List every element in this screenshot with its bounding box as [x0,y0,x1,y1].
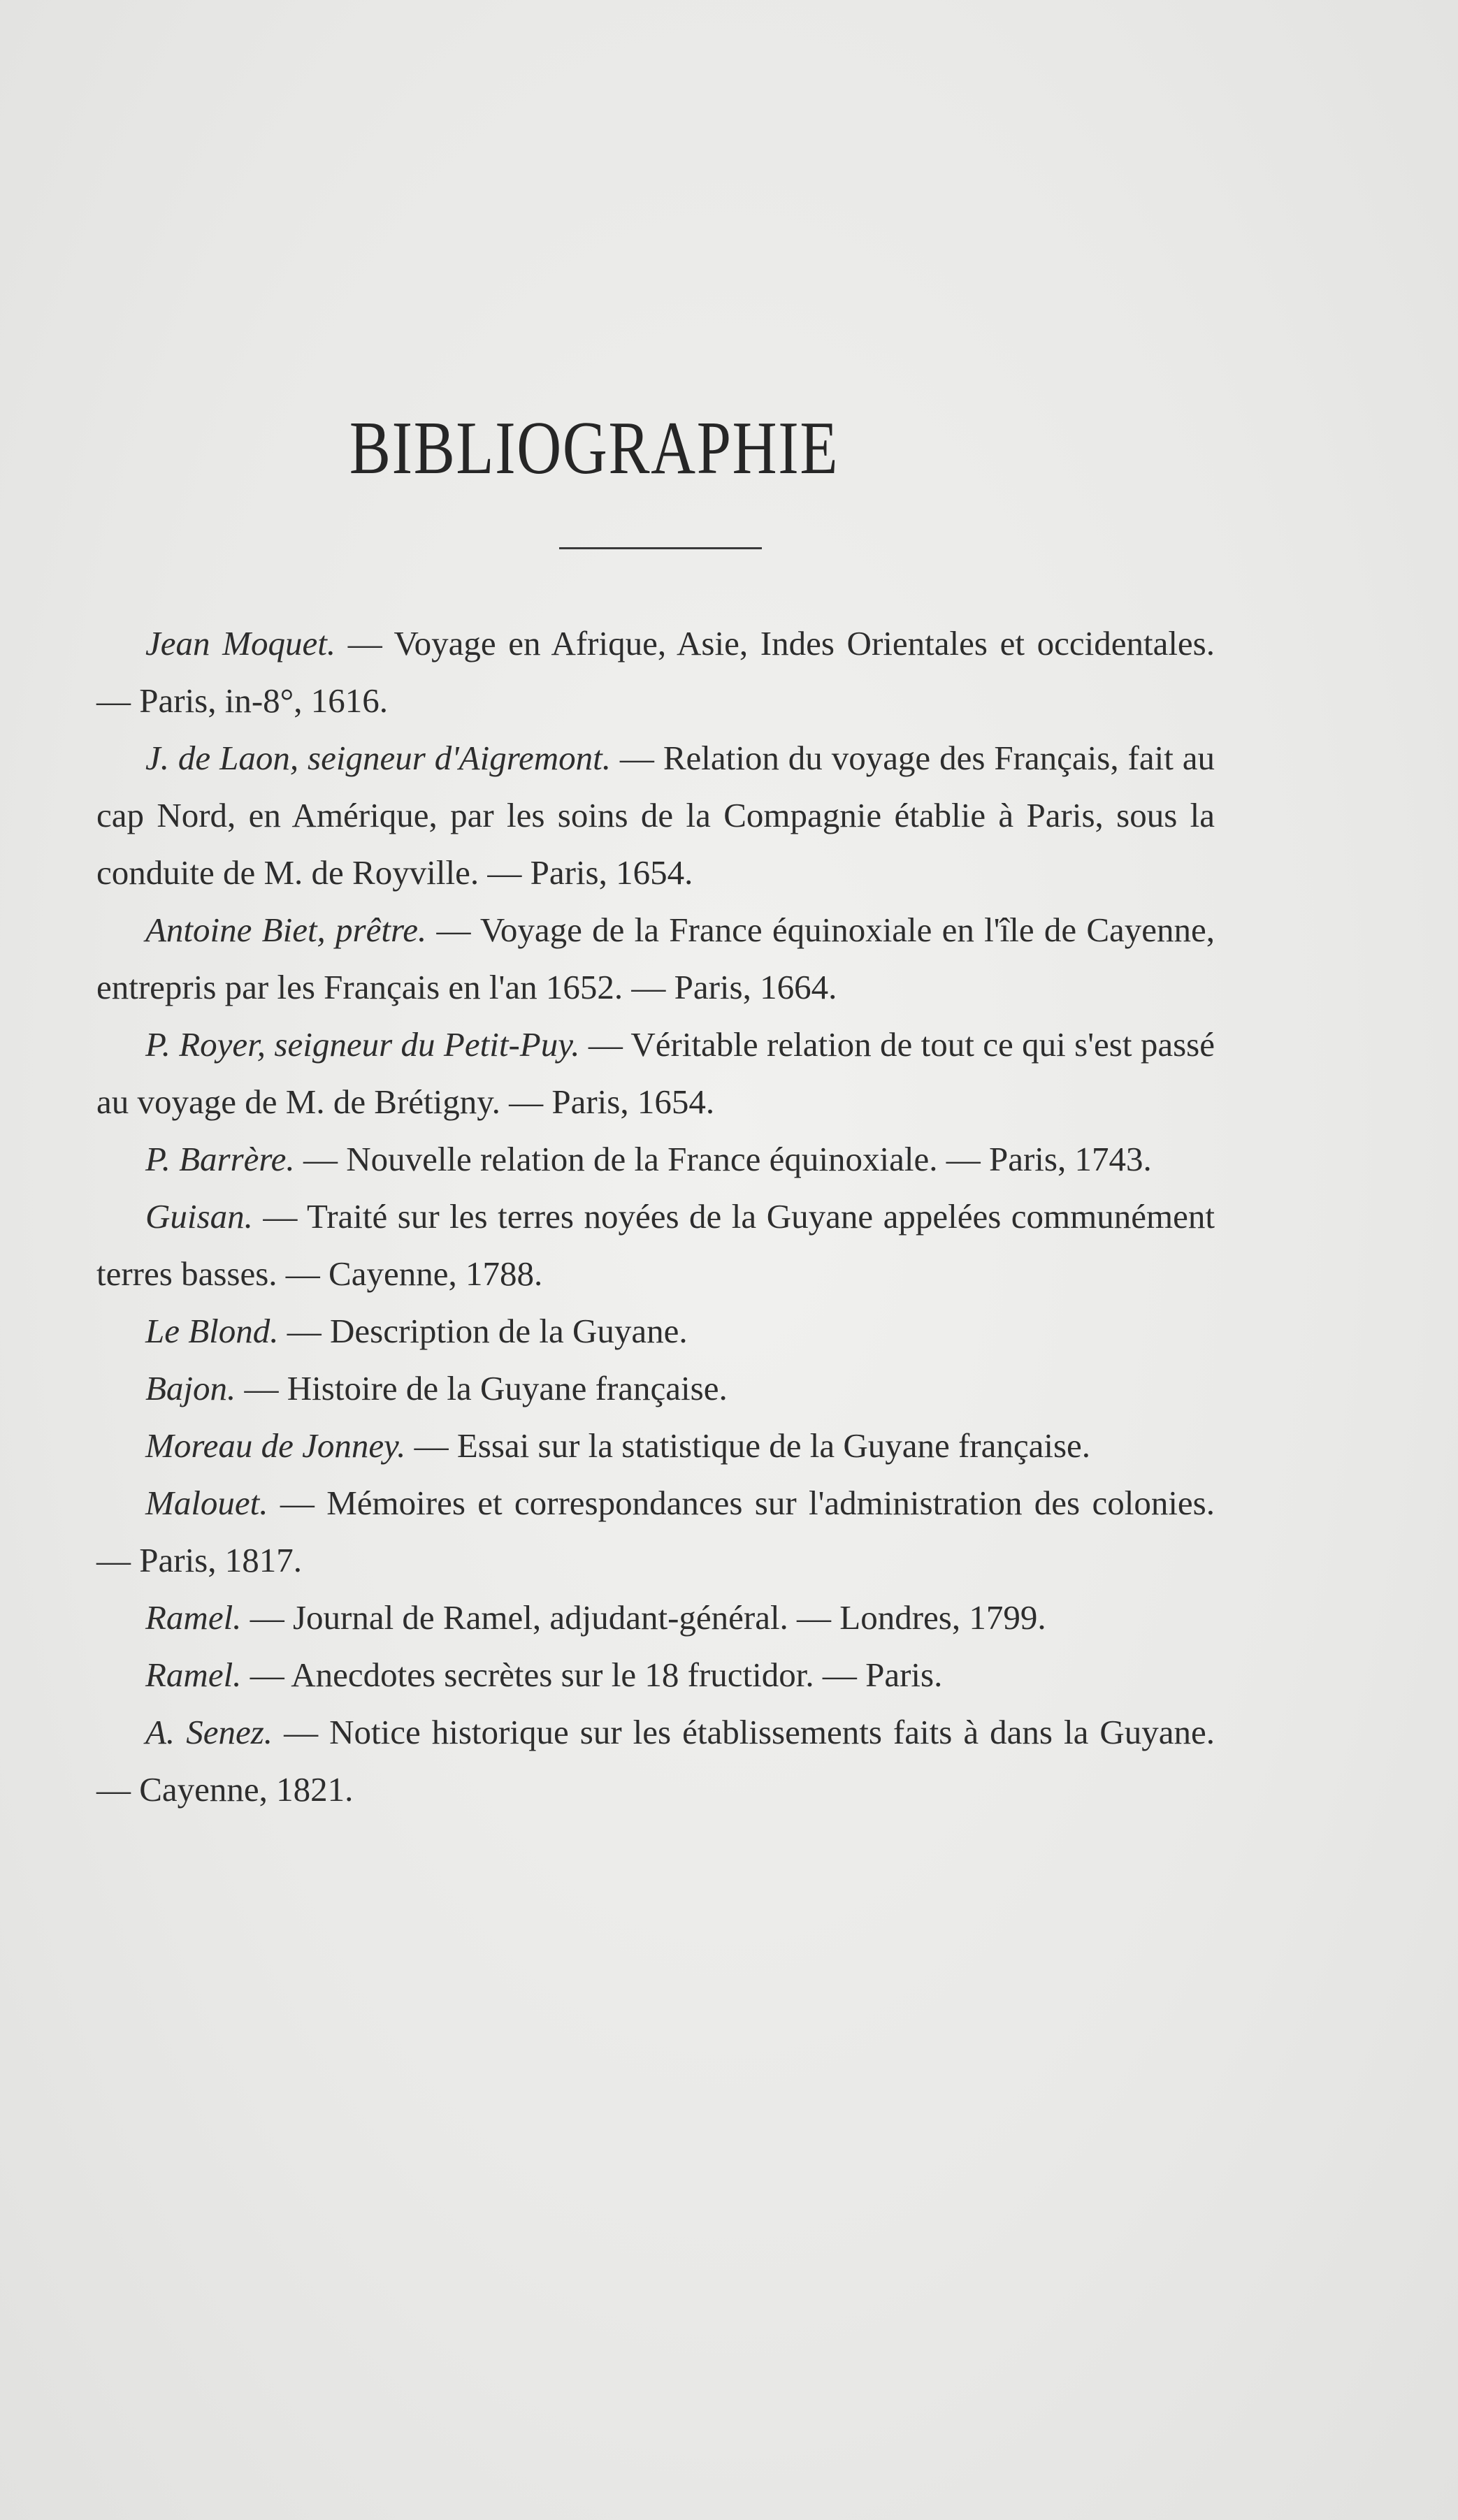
bibliography-entry [96,1417,1215,1475]
bibliography-entry [96,1016,1215,1131]
entry-author: J. de Laon, seigneur d'Aigremont. [145,739,611,777]
bibliography-entry [96,1303,1215,1360]
entry-text: — Nouvelle relation de la France équinoxiale. — Paris, 1743. [294,1140,1152,1178]
entry-text: — Description de la Guyane. [278,1312,688,1350]
entry-author: Antoine Biet, prêtre. [145,911,427,949]
entry-text: — Notice historique sur les établissements faits à dans la Guyane. — Cayenne, 1821. [96,1713,1215,1809]
page-title: BIBLIOGRAPHIE [349,407,839,490]
bibliography-entry [96,1704,1215,1818]
bibliography-entry [96,901,1215,1016]
bibliography-entry [96,1131,1215,1188]
entry-text: — Relation du voyage des Français, fait au cap Nord, en Amérique, par les soins de la Compagnie établie à Paris, sous la conduite de M. de Royville. — Paris, 1654. [96,739,1215,892]
entry-author: Le Blond. [145,1312,279,1350]
entry-author: Ramel. [145,1656,242,1694]
entry-text: — Journal de Ramel, adjudant-général. — Londres, 1799. [241,1598,1046,1637]
entry-author: Guisan. [145,1197,253,1236]
entry-author: P. Barrère. [145,1140,295,1178]
bibliography-entry [96,1360,1215,1417]
entry-text: — Mémoires et correspondances sur l'administration des colonies. — Paris, 1817. [96,1484,1215,1579]
entry-author: P. Royer, seigneur du Petit-Puy. [145,1025,580,1064]
entry-author: Jean Moquet. [145,624,336,662]
entry-text: — Voyage de la France équinoxiale en l'île de Cayenne, entrepris par les Français en l'an 1652. — Paris, 1664. [96,911,1215,1006]
entry-author: Moreau de Jonney. [145,1426,406,1465]
entry-text: — Histoire de la Guyane française. [236,1369,728,1407]
entry-author: Ramel. [145,1598,242,1637]
bibliography-entry [96,615,1215,730]
entry-text: — Traité sur les terres noyées de la Guyane appelées communément terres basses. — Cayenne, 1788. [96,1197,1215,1293]
entry-author: Malouet. [145,1484,268,1522]
bibliography-entry [96,730,1215,901]
entry-text: — Essai sur la statistique de la Guyane française. [405,1426,1091,1465]
bibliography-entry [96,1475,1215,1589]
bibliography-list [96,615,1215,1818]
bibliography-entry [96,1589,1215,1646]
entry-author: A. Senez. [145,1713,273,1751]
entry-text: — Véritable relation de tout ce qui s'est passé au voyage de M. de Brétigny. — Paris, 1654. [96,1025,1215,1121]
entry-text: — Anecdotes secrètes sur le 18 fructidor. — Paris. [241,1656,943,1694]
bibliography-entry [96,1188,1215,1303]
entry-author: Bajon. [145,1369,236,1407]
title-divider [559,547,762,549]
entry-text: — Voyage en Afrique, Asie, Indes Orientales et occidentales. — Paris, in-8°, 1616. [96,624,1215,720]
bibliography-entry [96,1646,1215,1704]
